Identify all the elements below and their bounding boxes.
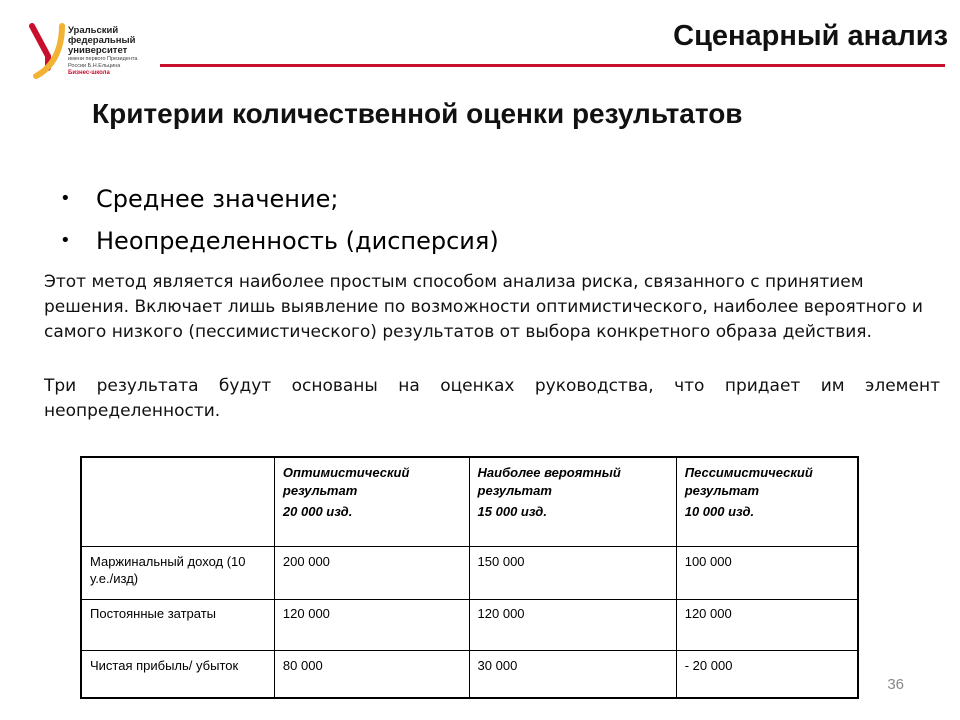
column-subtitle: 15 000 изд. <box>477 504 547 519</box>
list-item-text: Неопределенность (дисперсия) <box>96 227 499 255</box>
column-header-most-likely <box>469 457 676 547</box>
column-header-pessimistic <box>676 457 858 547</box>
column-subtitle: 20 000 изд. <box>282 504 353 519</box>
logo-line-6: Бизнес-школа <box>68 70 110 76</box>
table-cell: 120 000 <box>676 600 858 651</box>
table-cell: 80 000 <box>274 651 469 699</box>
note-paragraph: Три результата будут основаны на оценках руководства, что придает им элемент неопределенности. <box>44 376 940 421</box>
table-cell: 150 000 <box>469 547 676 600</box>
column-header-optimistic <box>274 457 469 547</box>
page-number: 36 <box>887 676 904 693</box>
column-title: Пессимистический результат <box>684 465 813 498</box>
logo-line-2: федеральный <box>68 35 136 46</box>
bullet-icon: • <box>60 188 71 209</box>
row-label: Маржинальный доход (10 у.е./изд) <box>81 547 274 600</box>
table-row <box>81 547 858 600</box>
table-corner-cell <box>81 457 274 547</box>
row-label: Постоянные затраты <box>81 600 274 651</box>
column-subtitle: 10 000 изд. <box>684 504 755 519</box>
header-divider <box>160 64 945 67</box>
list-item-text: Среднее значение; <box>96 185 339 213</box>
bullet-icon: • <box>60 230 71 251</box>
table-cell: 30 000 <box>469 651 676 699</box>
logo-line-5: России Б.Н.Ельцина <box>68 62 121 69</box>
university-logo <box>28 22 188 92</box>
slide-title: Сценарный анализ <box>673 20 948 52</box>
column-title: Оптимистический результат <box>282 465 410 498</box>
ural-logo-icon <box>28 22 68 82</box>
table-cell: 120 000 <box>274 600 469 651</box>
table-row <box>81 600 858 651</box>
column-title: Наиболее вероятный результат <box>477 465 621 498</box>
section-heading: Критерии количественной оценки результатов <box>92 98 743 129</box>
table-cell: 200 000 <box>274 547 469 600</box>
logo-line-1: Уральский <box>68 25 119 36</box>
row-label: Чистая прибыль/ убыток <box>81 651 274 699</box>
logo-line-4: имени первого Президента <box>68 56 138 62</box>
table-cell: 100 000 <box>676 547 858 600</box>
table-cell: 120 000 <box>469 600 676 651</box>
logo-text <box>68 26 137 77</box>
logo-line-3: университет <box>68 45 128 56</box>
table-header-row <box>81 457 858 547</box>
table-row <box>81 651 858 699</box>
description-paragraph: Этот метод является наиболее простым способом анализа риска, связанного с принятием решения. Включает лишь выявление по возможности оптимистического, наиболее вероятного и самого низкого (пессимистического) результатов от выбора конкретного образа действия. <box>44 272 923 342</box>
table-cell: - 20 000 <box>676 651 858 699</box>
scenario-table <box>80 456 859 699</box>
